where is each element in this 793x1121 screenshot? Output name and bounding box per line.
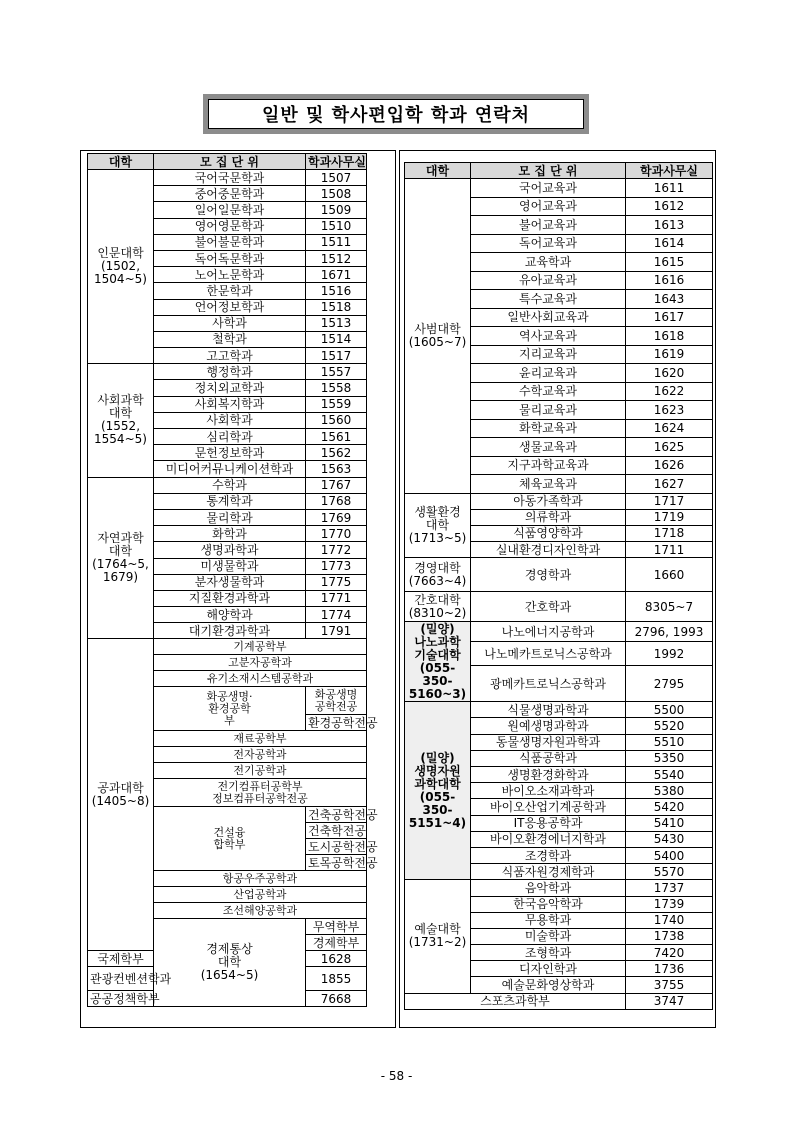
header-unit: 모 집 단 위 [471,163,626,179]
office-extension: 1671 [306,267,367,283]
office-extension: 1769 [306,509,367,525]
department-name: 물리교육과 [471,401,626,420]
header-office: 학과사무실 [306,154,367,170]
department-name: 문헌정보학과 [154,445,306,461]
table-row [88,154,367,170]
department-name: 일반사회교육과 [471,308,626,327]
department-name: 수학교육과 [471,382,626,401]
table-row [405,493,713,509]
department-name: IT응용공학과 [471,815,626,831]
department-name: 간호학과 [471,592,626,622]
department-name: 지구과학교육과 [471,456,626,475]
department-name: 불어불문학과 [154,234,306,250]
department-name: 유아교육과 [471,271,626,290]
right-directory-table [404,162,713,1010]
department-name: 미생물학과 [154,558,306,574]
office-extension: 1611 [626,179,713,198]
office-extension: 1612 [626,197,713,216]
office-extension: 2795 [626,666,713,702]
department-name: 조형학과 [471,945,626,961]
office-extension: 1617 [626,308,713,327]
department-name: 나노에너지공학과 [471,622,626,642]
office-extension: 1627 [626,475,713,494]
department-name: 식품영양학과 [471,525,626,541]
office-extension: 5510 [626,734,713,750]
table-row [405,702,713,718]
office-extension: 1711 [626,542,713,558]
department-name: 전기공학과 [154,763,367,779]
department-name: 재료공학부 [154,731,367,747]
department-name: 조선해양공학과 [154,903,367,919]
department-name: 경영학과 [471,558,626,592]
department-name: 무용학과 [471,912,626,928]
college-name: 예술대학 (1731~2) [405,880,471,993]
department-name: 원예생명과학과 [471,718,626,734]
department-name: 예술문화영상학과 [471,977,626,993]
header-college: 대학 [88,154,154,170]
office-extension: 1516 [306,283,367,299]
office-extension: 1718 [626,525,713,541]
table-row [88,639,367,655]
department-name: 건축공학전공 [306,807,367,823]
office-extension: 1613 [626,216,713,235]
department-name: 바이오산업기계공학과 [471,799,626,815]
office-extension: 5380 [626,783,713,799]
office-extension: 1614 [626,234,713,253]
department-name: 해양학과 [154,607,306,623]
table-row [405,993,713,1009]
office-extension: 1616 [626,271,713,290]
department-name: 중어중문학과 [154,186,306,202]
department-name: 사회학과 [154,412,306,428]
department-name: 한문학과 [154,283,306,299]
college-name: 경제통상 대학 (1654~5) [154,919,306,1007]
department-name: 독어독문학과 [154,250,306,266]
department-name: 국어국문학과 [154,170,306,186]
college-name: (밀양) 생명자원 과학대학 (055-350- 5151~4) [405,702,471,880]
office-extension: 5420 [626,799,713,815]
office-extension: 1514 [306,331,367,347]
office-extension: 2796, 1993 [626,622,713,642]
department-name: 언어정보학과 [154,299,306,315]
page-title: 일반 및 학사편입학 학과 연락처 [208,99,584,129]
department-name: 관광컨벤션학과 [88,967,154,991]
office-extension: 8305~7 [626,592,713,622]
department-name: 의류학과 [471,509,626,525]
table-row [405,163,713,179]
college-name: 사회과학 대학 (1552, 1554~5) [88,364,154,477]
department-name: 식품자원경제학과 [471,864,626,880]
office-extension: 1771 [306,590,367,606]
department-name: 국어교육과 [471,179,626,198]
department-name: 광메카트로닉스공학과 [471,666,626,702]
office-extension: 5540 [626,767,713,783]
table-row [88,477,367,493]
department-name: 나노메카트로닉스공학과 [471,642,626,666]
department-name: 윤리교육과 [471,364,626,383]
department-name: 특수교육과 [471,290,626,309]
department-name: 산업공학과 [154,887,367,903]
department-name: 전기컴퓨터공학부 정보컴퓨터공학전공 [154,779,367,807]
department-name: 고분자공학과 [154,655,367,671]
header-college: 대학 [405,163,471,179]
department-name: 역사교육과 [471,327,626,346]
department-name: 교육학과 [471,253,626,272]
department-name: 지리교육과 [471,345,626,364]
office-extension: 1737 [626,880,713,896]
department-name: 아동가족학과 [471,493,626,509]
office-extension: 1992 [626,642,713,666]
office-extension: 1643 [626,290,713,309]
department-name: 고고학과 [154,348,306,364]
department-name: 동물생명자원과학과 [471,734,626,750]
office-extension: 1518 [306,299,367,315]
office-extension: 1507 [306,170,367,186]
table-row [405,622,713,642]
college-name: 경영대학 (7663~4) [405,558,471,592]
department-name: 일어일문학과 [154,202,306,218]
department-name: 디자인학과 [471,961,626,977]
office-extension: 1738 [626,928,713,944]
department-name: 심리학과 [154,429,306,445]
office-extension: 1767 [306,477,367,493]
office-extension: 5400 [626,847,713,863]
office-extension: 1625 [626,438,713,457]
department-name: 전자공학과 [154,747,367,763]
office-extension: 3755 [626,977,713,993]
department-name: 환경공학전공 [306,715,367,731]
office-extension: 1775 [306,574,367,590]
office-extension: 1773 [306,558,367,574]
department-name: 실내환경디자인학과 [471,542,626,558]
department-name: 화공생명 공학전공 [306,687,367,715]
office-extension: 1624 [626,419,713,438]
department-name: 영어영문학과 [154,218,306,234]
office-extension: 1626 [626,456,713,475]
office-extension: 1558 [306,380,367,396]
office-extension: 1791 [306,623,367,639]
table-row [405,880,713,896]
college-name: 생활환경 대학 (1713~5) [405,493,471,558]
office-extension: 1736 [626,961,713,977]
department-name: 도시공학전공 [306,839,367,855]
header-office: 학과사무실 [626,163,713,179]
department-name: 수학과 [154,477,306,493]
department-name: 대기환경과학과 [154,623,306,639]
office-extension: 5410 [626,815,713,831]
department-name: 생물교육과 [471,438,626,457]
department-name: 불어교육과 [471,216,626,235]
sub-group-name: 화공생명· 환경공학 부 [154,687,306,731]
department-name: 바이오소재과학과 [471,783,626,799]
department-name: 사회복지학과 [154,396,306,412]
department-name: 조경학과 [471,847,626,863]
left-directory-table [87,153,378,1007]
office-extension: 1739 [626,896,713,912]
title-box [203,94,589,134]
department-name: 식품공학과 [471,750,626,766]
department-name: 바이오환경에너지학과 [471,831,626,847]
office-extension: 5570 [626,864,713,880]
office-extension: 1508 [306,186,367,202]
office-extension: 1510 [306,218,367,234]
page-number: - 58 - [380,1069,413,1083]
department-name: 생명환경화학과 [471,767,626,783]
college-name: 간호대학 (8310~2) [405,592,471,622]
department-name: 공공정책학부 [88,991,154,1007]
office-extension: 1623 [626,401,713,420]
department-name: 국제학부 [88,951,154,967]
office-extension: 1622 [626,382,713,401]
office-extension: 1563 [306,461,367,477]
college-name: 인문대학 (1502, 1504~5) [88,170,154,364]
office-extension: 1615 [626,253,713,272]
department-name: 기계공학부 [154,639,367,655]
college-name: 자연과학 대학 (1764~5, 1679) [88,477,154,639]
department-name: 항공우주공학과 [154,871,367,887]
department-name: 미술학과 [471,928,626,944]
department-name: 독어교육과 [471,234,626,253]
office-extension: 1772 [306,542,367,558]
office-extension: 1619 [626,345,713,364]
table-row [405,558,713,592]
office-extension: 1717 [626,493,713,509]
office-extension: 1740 [626,912,713,928]
college-name: 사범대학 (1605~7) [405,179,471,494]
department-name: 체육교육과 [471,475,626,494]
department-name: 화학과 [154,526,306,542]
office-extension: 7420 [626,945,713,961]
department-name: 정치외교학과 [154,380,306,396]
department-name: 행정학과 [154,364,306,380]
department-name: 지질환경과학과 [154,590,306,606]
department-name: 토목공학전공 [306,855,367,871]
office-extension: 1770 [306,526,367,542]
department-name: 경제학부 [306,935,367,951]
department-name: 스포츠과학부 [405,993,626,1009]
department-name: 화학교육과 [471,419,626,438]
table-row [88,364,367,380]
table-row [88,170,367,186]
office-extension: 7668 [306,991,367,1007]
office-extension: 5520 [626,718,713,734]
department-name: 미디어커뮤니케이션학과 [154,461,306,477]
table-row [405,592,713,622]
office-extension: 1513 [306,315,367,331]
office-extension: 1557 [306,364,367,380]
department-name: 물리학과 [154,509,306,525]
office-extension: 1768 [306,493,367,509]
department-name: 무역학부 [306,919,367,935]
office-extension: 1512 [306,250,367,266]
office-extension: 1660 [626,558,713,592]
office-extension: 5430 [626,831,713,847]
department-name: 노어노문학과 [154,267,306,283]
office-extension: 1628 [306,951,367,967]
sub-group-name: 건설융 합학부 [154,807,306,871]
table-row [405,179,713,198]
office-extension: 1559 [306,396,367,412]
department-name: 생명과학과 [154,542,306,558]
header-unit: 모 집 단 위 [154,154,306,170]
office-extension: 5350 [626,750,713,766]
college-name: 공과대학 (1405~8) [88,639,154,951]
office-extension: 1561 [306,429,367,445]
department-name: 영어교육과 [471,197,626,216]
office-extension: 1560 [306,412,367,428]
department-name: 식물생명과학과 [471,702,626,718]
department-name: 사학과 [154,315,306,331]
office-extension: 1618 [626,327,713,346]
office-extension: 1517 [306,348,367,364]
department-name: 통계학과 [154,493,306,509]
college-name: (밀양) 나노과학 기술대학 (055-350- 5160~3) [405,622,471,702]
office-extension: 1855 [306,967,367,991]
department-name: 유기소재시스템공학과 [154,671,367,687]
office-extension: 1719 [626,509,713,525]
department-name: 건축학전공 [306,823,367,839]
office-extension: 1509 [306,202,367,218]
office-extension: 1620 [626,364,713,383]
office-extension: 1511 [306,234,367,250]
office-extension: 5500 [626,702,713,718]
department-name: 음악학과 [471,880,626,896]
department-name: 한국음악학과 [471,896,626,912]
department-name: 철학과 [154,331,306,347]
office-extension: 1774 [306,607,367,623]
department-name: 분자생물학과 [154,574,306,590]
office-extension: 3747 [626,993,713,1009]
office-extension: 1562 [306,445,367,461]
